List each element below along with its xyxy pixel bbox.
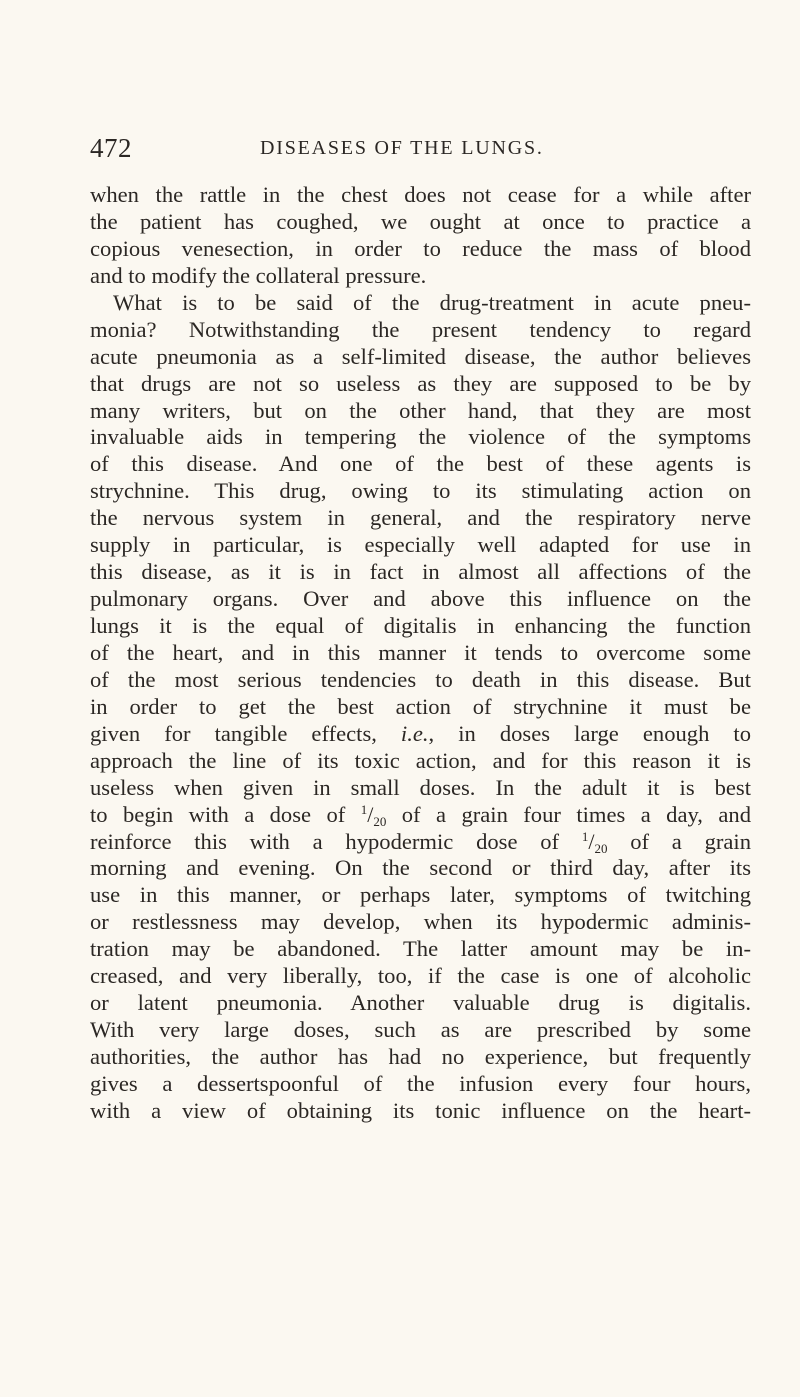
text-line: of the heart, and in this manner it tends to overcome some: [90, 639, 751, 665]
text-line: supply in particular, is especially well adapted for use in: [90, 532, 751, 558]
line-segment: given for tangible effects,: [90, 720, 401, 746]
page-number: 472: [90, 133, 132, 163]
running-head: [90, 133, 750, 163]
text-line: of this disease. And one of the best of these agents is: [90, 451, 751, 477]
text-line: acute pneumonia as a self-limited disease, the author believes: [90, 343, 751, 369]
text-line: of the most serious tendencies to death in this disease. But: [90, 666, 751, 692]
text-line: this disease, as it is in fact in almost all affections of the: [90, 559, 751, 585]
text-line: [90, 721, 751, 748]
text-line: or restlessness may develop, when its hypodermic adminis-: [90, 909, 751, 935]
page-title: DISEASES OF THE LUNGS.: [260, 137, 544, 159]
text-line: invaluable aids in tempering the violence of the symptoms: [90, 424, 751, 450]
text-line: the patient has coughed, we ought at once to practice a: [90, 208, 751, 234]
fraction-one-twentieth: [582, 829, 608, 854]
line-segment: of a grain: [607, 828, 751, 854]
text-line: authorities, the author has had no experience, but frequently: [90, 1044, 751, 1069]
text-line: monia? Notwithstanding the present tendency to regard: [90, 316, 751, 342]
fraction-slash: /: [588, 828, 595, 854]
text-line: approach the line of its toxic action, and for this reason it is: [90, 747, 751, 773]
text-line: many writers, but on the other hand, that they are most: [90, 397, 751, 423]
text-line: copious venesection, in order to reduce the mass of blood: [90, 235, 751, 261]
line-segment: , in doses large enough to: [428, 720, 751, 746]
fraction-denominator: 20: [373, 813, 387, 829]
text-line: or latent pneumonia. Another valuable drug is digitalis.: [90, 990, 751, 1016]
text-line: morning and evening. On the second or third day, after its: [90, 855, 751, 881]
fraction-numerator: 1: [581, 828, 589, 844]
text-line: tration may be abandoned. The latter amount may be in-: [90, 936, 751, 962]
text-line: and to modify the collateral pressure.: [90, 262, 427, 288]
text-line: gives a dessertspoonful of the infusion every four hours,: [90, 1070, 751, 1096]
line-segment: to begin with a dose of: [90, 801, 361, 827]
text-line: the nervous system in general, and the respiratory nerve: [90, 505, 751, 531]
text-line: useless when given in small doses. In the adult it is best: [90, 774, 751, 800]
line-segment: of a grain four times a day, and: [386, 801, 751, 827]
text-line: in order to get the best action of strychnine it must be: [90, 693, 751, 719]
text-line: strychnine. This drug, owing to its stimulating action on: [90, 478, 751, 504]
text-line: lungs it is the equal of digitalis in enhancing the function: [90, 613, 751, 638]
text-line: creased, and very liberally, too, if the case is one of alcoholic: [90, 963, 751, 989]
text-line: [90, 829, 751, 856]
text-line: when the rattle in the chest does not cease for a while after: [90, 182, 751, 207]
fraction-one-twentieth: [361, 802, 387, 827]
fraction-denominator: 20: [594, 840, 608, 856]
paragraph-start-line: What is to be said of the drug-treatment in acute pneu-: [113, 289, 751, 315]
body-text: [90, 182, 751, 1125]
fraction-slash: /: [367, 801, 374, 827]
abbreviation-ie: i.e.: [400, 720, 429, 746]
text-line: with a view of obtaining its tonic influence on the heart-: [90, 1097, 751, 1123]
text-line: pulmonary organs. Over and above this influence on the: [90, 586, 751, 612]
text-line: [90, 802, 751, 829]
text-line: that drugs are not so useless as they are supposed to be by: [90, 370, 751, 396]
line-segment: reinforce this with a hypodermic dose of: [90, 828, 582, 854]
text-line: use in this manner, or perhaps later, symptoms of twitching: [90, 882, 751, 908]
text-line: With very large doses, such as are prescribed by some: [90, 1017, 751, 1043]
fraction-numerator: 1: [360, 801, 368, 817]
